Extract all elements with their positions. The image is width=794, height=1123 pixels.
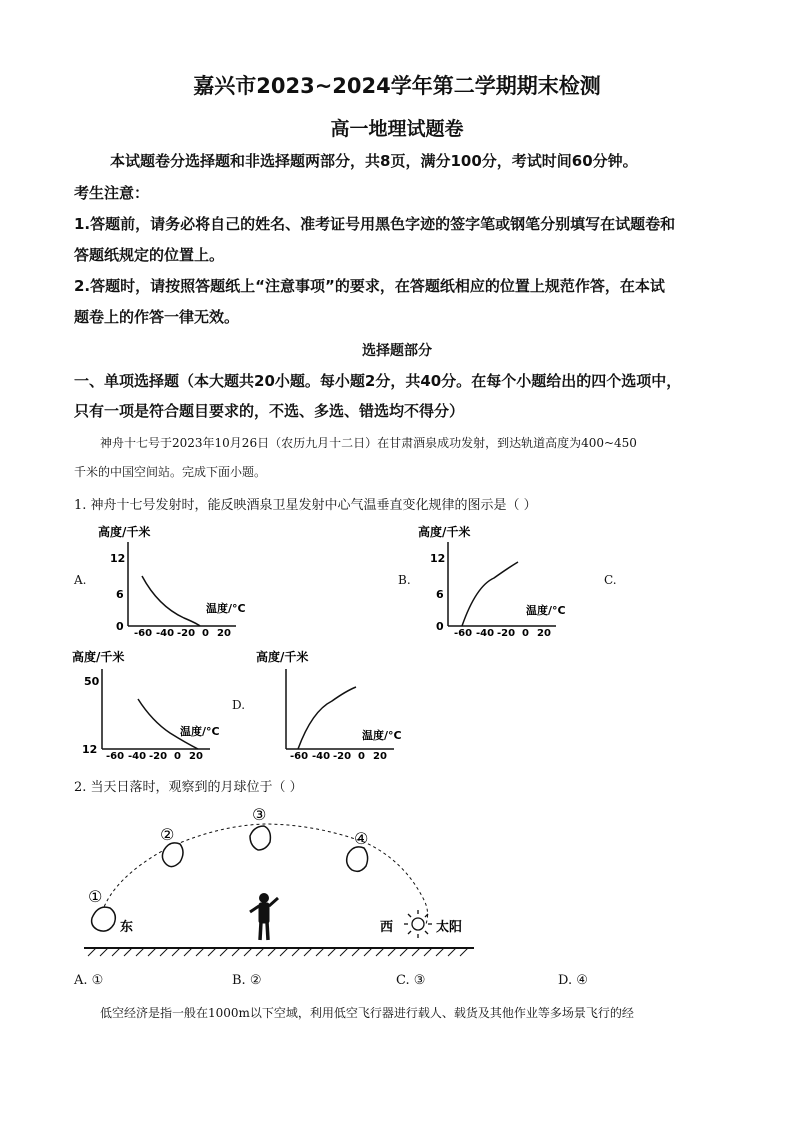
west-label: 西 [380, 920, 394, 935]
moon-3-icon [250, 826, 270, 850]
notice-item1-line1: 1.答题前，请务必将自己的姓名、准考证号用黑色字迹的签字笔或钢笔分别填写在试题卷和 [74, 215, 676, 233]
graph-c [70, 645, 240, 763]
graph-b-ylabel: 高度/千米 [418, 525, 471, 539]
notice-item2-line2: 题卷上的作答一律无效。 [74, 308, 240, 326]
graph-a-xlabel: 温度/°C [206, 602, 246, 615]
graph-c-xtick-1: -60 [106, 751, 125, 762]
notice-item1-line2: 答题纸规定的位置上。 [74, 246, 225, 264]
graph-b-xtick-2: -40 [476, 628, 495, 638]
graph-d-ylabel: 高度/千米 [256, 650, 309, 664]
graph-a-ytick-6: 6 [116, 588, 124, 601]
exam-subtitle: 高一地理试题卷 [330, 118, 464, 140]
graph-d-xlabel: 温度/°C [362, 729, 402, 742]
graph-a-xtick-2: -40 [156, 628, 175, 638]
q2-option-d: D. ④ [558, 973, 588, 988]
passage2-line1: 低空经济是指一般在1000m以下空域，利用低空飞行器进行载人、载货及其他作业等多场景飞行的经 [100, 1006, 634, 1020]
graph-a-curve [142, 576, 200, 626]
section-heading-line1: 一、单项选择题（本大题共20小题。每小题2分，共40分。在每个小题给出的四个选项中， [74, 372, 682, 390]
graph-b-xtick-1: -60 [454, 628, 473, 638]
q2-option-b: B. ② [232, 973, 262, 988]
observer-person-icon [250, 894, 278, 941]
position-label-3: ③ [252, 805, 267, 824]
graph-b-ytick-12: 12 [430, 552, 446, 565]
graph-c-xtick-3: -20 [149, 751, 168, 762]
passage1-line2: 千米的中国空间站。完成下面小题。 [74, 465, 267, 479]
graph-b-xtick-3: -20 [497, 628, 516, 638]
graph-d-xtick-5: 20 [373, 751, 387, 762]
graph-d-xtick-2: -40 [312, 751, 331, 762]
graph-a-xtick-4: 0 [202, 628, 209, 638]
exam-title: 嘉兴市2023~2024学年第二学期期末检测 [193, 74, 601, 98]
section-heading-line2: 只有一项是符合题目要求的，不选、多选、错选均不得分） [74, 402, 465, 420]
q2-option-c: C. ③ [396, 973, 426, 988]
graph-a-ytick-0: 0 [116, 620, 124, 633]
graph-c-xlabel: 温度/°C [180, 725, 220, 738]
graph-a-xtick-3: -20 [177, 628, 196, 638]
graph-a [96, 520, 266, 638]
graph-d-xtick-3: -20 [333, 751, 352, 762]
graph-b-xlabel: 温度/°C [526, 604, 566, 617]
graph-c-ytick-50: 50 [84, 675, 100, 688]
passage1-line1: 神舟十七号于2023年10月26日（农历九月十二日）在甘肃酒泉成功发射，到达轨道高度为400~450 [100, 436, 637, 450]
ground-hatching [88, 948, 468, 956]
east-label: 东 [120, 920, 134, 935]
moon-position-diagram [74, 800, 494, 970]
graph-d [252, 645, 422, 763]
q1-stem: 1. 神舟十七号发射时，能反映酒泉卫星发射中心气温垂直变化规律的图示是（ ） [74, 498, 537, 513]
q1-option-b-label: B. [398, 573, 411, 587]
notice-item2-line1: 2.答题时，请按照答题纸上“注意事项”的要求，在答题纸相应的位置上规范作答，在本试 [74, 277, 665, 295]
graph-d-xtick-1: -60 [290, 751, 309, 762]
graph-a-ytick-12: 12 [110, 552, 126, 565]
intro-text: 本试题卷分选择题和非选择题两部分，共8页，满分100分，考试时间60分钟。 [110, 152, 638, 170]
graph-a-xtick-1: -60 [134, 628, 153, 638]
graph-b-xtick-5: 20 [537, 628, 551, 638]
graph-d-curve [298, 687, 356, 749]
position-label-4: ④ [354, 829, 369, 848]
sun-icon [404, 910, 432, 938]
graph-b-xtick-4: 0 [522, 628, 529, 638]
moon-1-icon [92, 907, 116, 931]
q2-option-a: A. ① [74, 973, 104, 988]
moon-2-icon [162, 843, 183, 867]
q1-option-a-label: A. [74, 573, 87, 587]
graph-c-ytick-12: 12 [82, 743, 98, 756]
sun-label: 太阳 [436, 920, 463, 935]
position-label-2: ② [160, 825, 175, 844]
graph-b [414, 520, 584, 638]
part-title: 选择题部分 [362, 343, 432, 359]
graph-c-curve [138, 699, 198, 749]
graph-b-curve [462, 562, 518, 626]
graph-a-xtick-5: 20 [217, 628, 231, 638]
graph-c-ylabel: 高度/千米 [72, 650, 125, 664]
notice-heading: 考生注意： [74, 184, 150, 202]
q2-stem: 2. 当天日落时，观察到的月球位于（ ） [74, 780, 303, 795]
graph-c-xtick-4: 0 [174, 751, 181, 762]
graph-a-ylabel: 高度/千米 [98, 525, 151, 539]
q1-option-c-label: C. [604, 573, 617, 587]
graph-b-ytick-6: 6 [436, 588, 444, 601]
graph-c-xtick-2: -40 [128, 751, 147, 762]
position-label-1: ① [88, 887, 103, 906]
graph-b-ytick-0: 0 [436, 620, 444, 633]
graph-c-xtick-5: 20 [189, 751, 203, 762]
moon-4-icon [347, 847, 368, 871]
graph-d-xtick-4: 0 [358, 751, 365, 762]
q1-option-d-label: D. [232, 698, 246, 712]
